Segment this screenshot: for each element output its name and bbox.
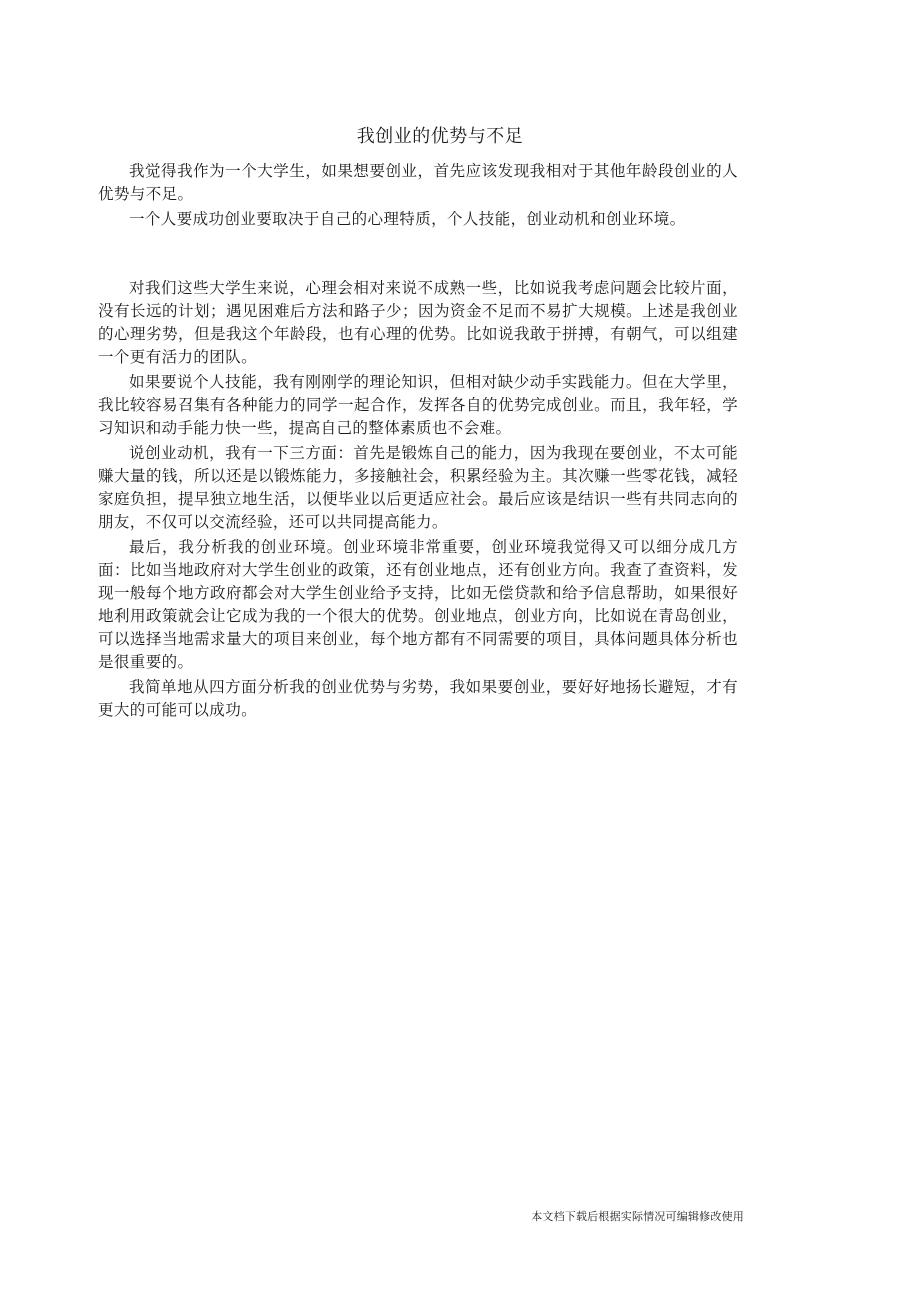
paragraph-conclusion: 我简单地从四方面分析我的创业优势与劣势，我如果要创业，要好好地扬长避短，才有更大的可能可以成功。 [98,678,738,719]
footer-note: 本文档下载后根据实际情况可编辑修改使用 [531,1210,744,1223]
paragraph-motivation: 说创业动机，我有一下三方面：首先是锻炼自己的能力，因为我现在要创业，不太可能赚大量的钱，所以还是以锻炼能力，多接触社会，积累经验为主。其次赚一些零花钱，减轻家庭负担，提早独立地生活，以便毕业以后更适应社会。最后应该是结识一些有共同志向的朋友，不仅可以交流经验，还可以共同提高能力。 [98,444,738,531]
paragraph-intro: 我觉得我作为一个大学生，如果想要创业，首先应该发现我相对于其他年龄段创业的人优势与不足。 [98,162,738,203]
paragraph-skills: 如果要说个人技能，我有刚刚学的理论知识，但相对缺少动手实践能力。但在大学里，我比较容易召集有各种能力的同学一起合作，发挥各自的优势完成创业。而且，我年轻，学习知识和动手能力快一些，提高自己的整体素质也不会难。 [98,373,738,437]
paragraph-psychology: 对我们这些大学生来说，心理会相对来说不成熟一些，比如说我考虑问题会比较片面，没有长远的计划；遇见困难后方法和路子少；因为资金不足而不易扩大规模。上述是我创业的心理劣势，但是我这个年龄段，也有心理的优势。比如说我敢于拼搏，有朝气，可以组建一个更有活力的团队。 [98,279,738,366]
document-body [98,160,738,722]
paragraph-factors: 一个人要成功创业要取决于自己的心理特质，个人技能，创业动机和创业环境。 [129,210,686,228]
document-title: 我创业的优势与不足 [356,126,524,147]
paragraph-environment: 最后，我分析我的创业环境。创业环境非常重要，创业环境我觉得又可以细分成几方面：比如当地政府对大学生创业的政策，还有创业地点，还有创业方向。我查了查资料，发现一般每个地方政府都会对大学生创业给予支持，比如无偿贷款和给予信息帮助，如果很好地利用政策就会让它成为我的一个很大的优势。创业地点，创业方向，比如说在青岛创业，可以选择当地需求量大的项目来创业，每个地方都有不同需要的项目，具体问题具体分析也是很重要的。 [98,538,738,671]
